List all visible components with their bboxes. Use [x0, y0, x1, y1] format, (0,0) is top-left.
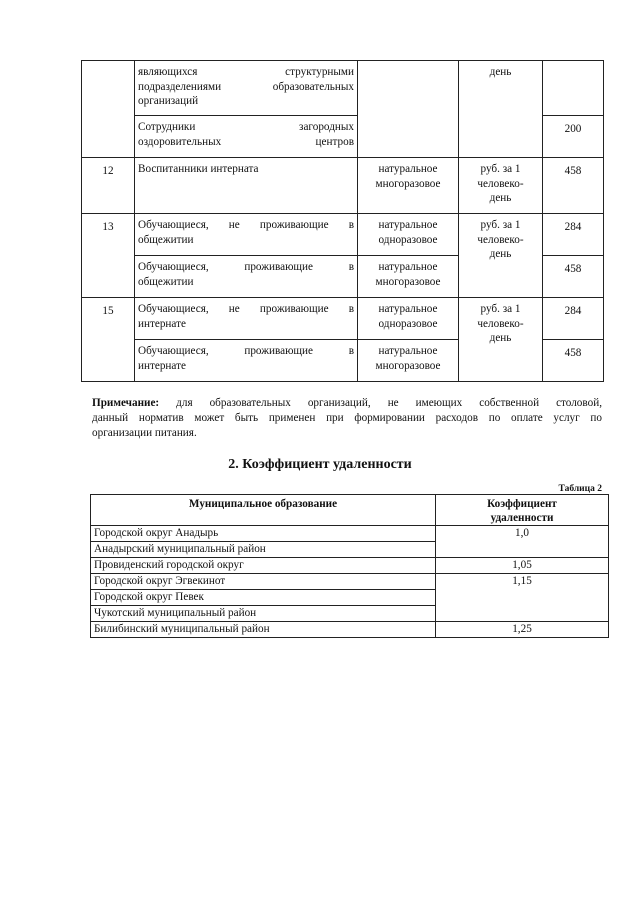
- category-cell: Воспитанники интерната: [135, 158, 358, 214]
- municipality-cell: Анадырский муниципальный район: [91, 542, 436, 558]
- value-cell: 458: [543, 158, 604, 214]
- category-cell: Обучающиеся, проживающие в интернате: [135, 340, 358, 382]
- category-cell: Обучающиеся, не проживающие в интернате: [135, 298, 358, 340]
- category-cell: Обучающиеся, не проживающие в общежитии: [135, 214, 358, 256]
- municipality-cell: Чукотский муниципальный район: [91, 606, 436, 622]
- category-cell: Обучающиеся, проживающие в общежитии: [135, 256, 358, 298]
- table-row: [82, 298, 604, 340]
- table-row: [82, 61, 604, 116]
- table-row: [82, 158, 604, 214]
- municipality-cell: Провиденский городской округ: [91, 558, 436, 574]
- municipality-cell: Городской округ Эгвекинот: [91, 574, 436, 590]
- section-heading: 2. Коэффициент удаленности: [228, 457, 412, 472]
- table-label: Таблица 2: [558, 484, 602, 494]
- food-norms-table: [81, 60, 604, 382]
- meal-type-cell: [358, 61, 459, 158]
- category-cell: являющихся структурными подразделениями образовательных организаций: [135, 61, 358, 116]
- municipality-cell: Городской округ Анадырь: [91, 526, 436, 542]
- table-row: [91, 574, 609, 590]
- table-header-row: [91, 495, 609, 526]
- table-row: [91, 558, 609, 574]
- coefficient-cell: 1,05: [436, 558, 609, 574]
- meal-type-cell: натуральное многоразовое: [358, 158, 459, 214]
- coefficient-cell: 1,25: [436, 622, 609, 638]
- municipality-cell: Билибинский муниципальный район: [91, 622, 436, 638]
- row-number-cell: 12: [82, 158, 135, 214]
- coefficient-header: Коэффициент удаленности: [436, 495, 609, 526]
- municipality-cell: Городской округ Певек: [91, 590, 436, 606]
- remoteness-coefficient-table: [90, 494, 609, 638]
- unit-cell: руб. за 1 человеко- день: [459, 158, 543, 214]
- value-cell: 284: [543, 214, 604, 256]
- note-label: Примечание:: [92, 397, 160, 409]
- row-number-cell: 15: [82, 298, 135, 382]
- meal-type-cell: натуральное одноразовое: [358, 298, 459, 340]
- value-cell: 458: [543, 340, 604, 382]
- unit-cell: руб. за 1 человеко- день: [459, 214, 543, 298]
- table-row: [91, 526, 609, 542]
- table-row: [91, 622, 609, 638]
- meal-type-cell: натуральное многоразовое: [358, 340, 459, 382]
- unit-cell: руб. за 1 человеко- день: [459, 298, 543, 382]
- note-paragraph: Примечание: для образовательных организаций, не имеющих собственной столовой, данный норматив может быть применен при формировании расходов по оплате услуг по организации питания.: [92, 397, 602, 439]
- value-cell: 200: [543, 116, 604, 158]
- coefficient-cell: 1,0: [436, 526, 609, 558]
- coefficient-cell: 1,15: [436, 574, 609, 622]
- value-cell: [543, 61, 604, 116]
- category-cell: Сотрудники загородных оздоровительных центров: [135, 116, 358, 158]
- value-cell: 284: [543, 298, 604, 340]
- table-row: [82, 214, 604, 256]
- row-number-cell: 13: [82, 214, 135, 298]
- meal-type-cell: натуральное одноразовое: [358, 214, 459, 256]
- row-number-cell: [82, 61, 135, 158]
- municipality-header: Муниципальное образование: [91, 495, 436, 526]
- value-cell: 458: [543, 256, 604, 298]
- unit-cell: день: [459, 61, 543, 158]
- meal-type-cell: натуральное многоразовое: [358, 256, 459, 298]
